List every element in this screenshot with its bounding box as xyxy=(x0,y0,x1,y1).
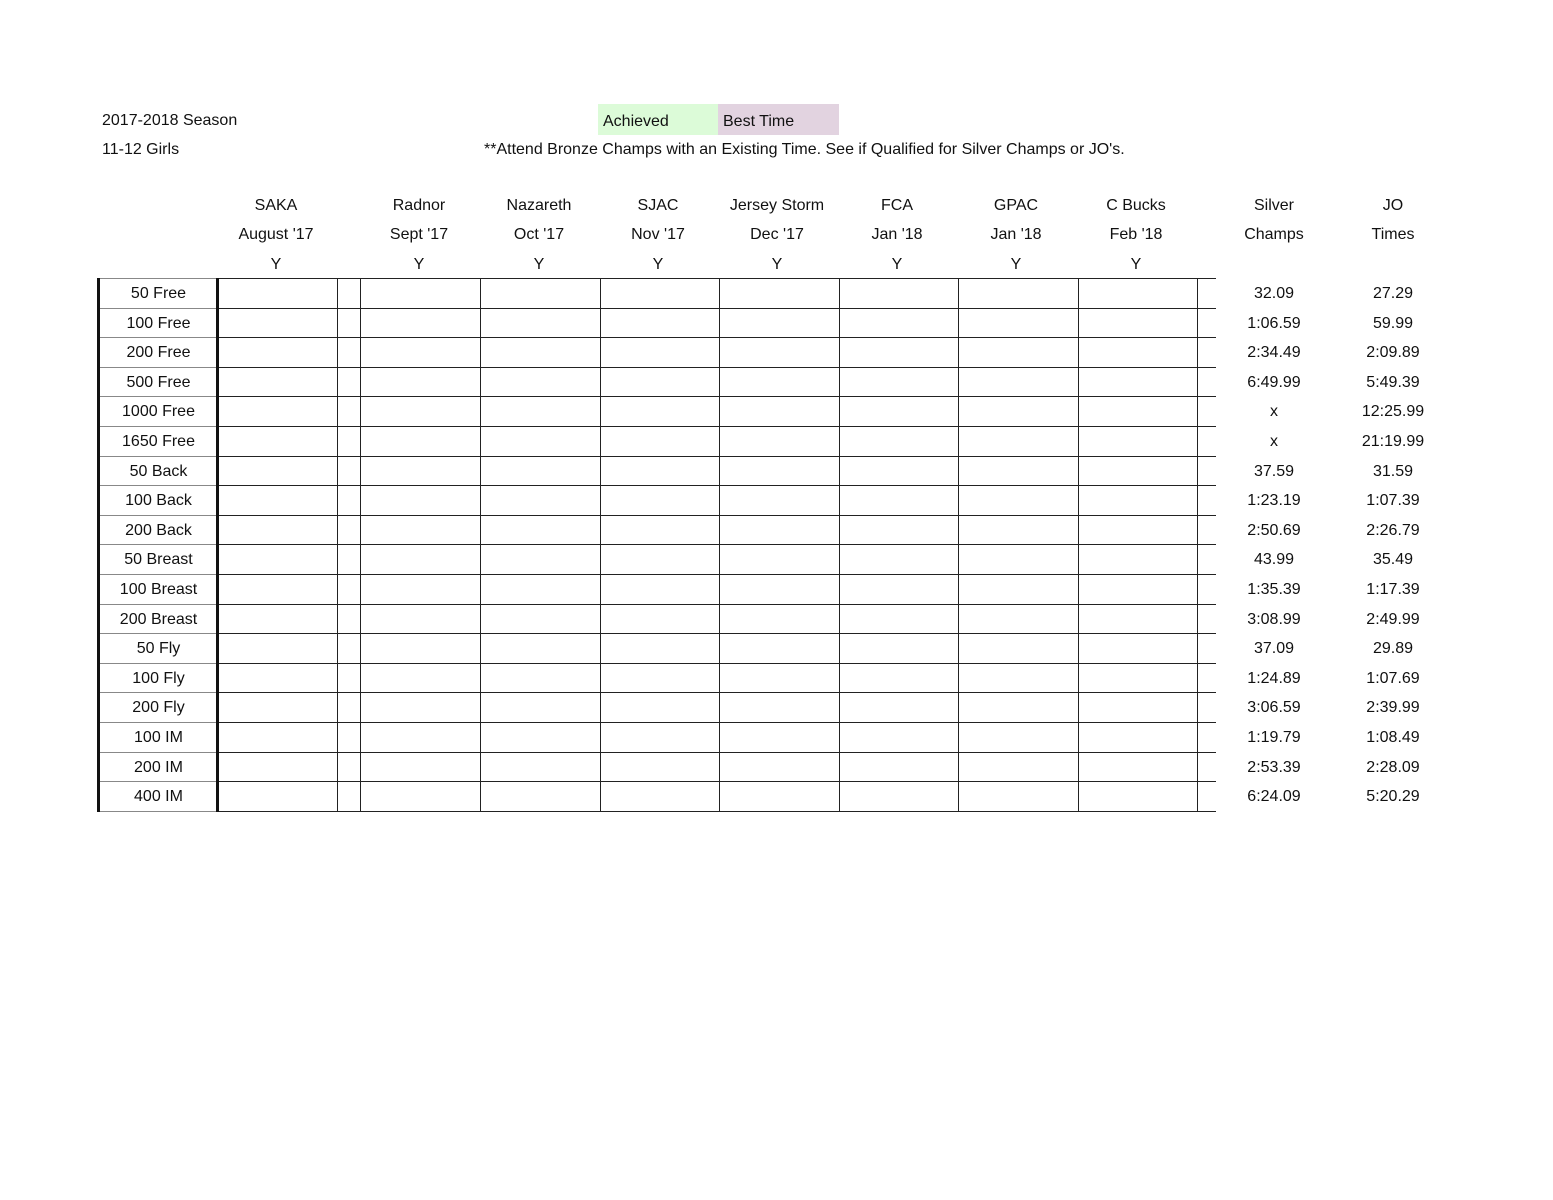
silver-champs-time: 1:24.89 xyxy=(1247,669,1301,687)
time-entry-cell[interactable] xyxy=(219,723,337,752)
time-entry-cell[interactable] xyxy=(338,486,360,515)
silver-champs-time: 1:23.19 xyxy=(1247,492,1301,510)
time-entry-cell[interactable] xyxy=(338,279,360,308)
time-entry-cell[interactable] xyxy=(840,753,958,782)
silver-champs-time: x xyxy=(1270,433,1278,450)
time-entry-cell[interactable] xyxy=(720,427,839,456)
jo-time: 1:17.39 xyxy=(1366,581,1420,598)
time-entry-cell[interactable] xyxy=(338,545,360,574)
meet-flag: Y xyxy=(270,256,282,273)
time-entry-cell[interactable] xyxy=(840,634,958,663)
meet-date: Jan '18 xyxy=(871,226,923,243)
meet-name: Radnor xyxy=(392,197,446,214)
time-entry-cell[interactable] xyxy=(481,309,600,338)
time-entry-cell[interactable] xyxy=(1079,664,1197,693)
time-entry-cell[interactable] xyxy=(720,753,839,782)
time-entry-cell[interactable] xyxy=(361,309,480,338)
time-entry-cell[interactable] xyxy=(959,309,1078,338)
event-name: 1650 Free xyxy=(122,433,195,450)
time-entry-cell[interactable] xyxy=(219,575,337,604)
time-entry-cell[interactable] xyxy=(1079,397,1197,426)
time-entry-cell[interactable] xyxy=(840,575,958,604)
time-entry-cell[interactable] xyxy=(1079,753,1197,782)
time-entry-cell[interactable] xyxy=(840,368,958,397)
time-entry-cell[interactable] xyxy=(601,486,719,515)
event-name: 100 Fly xyxy=(132,669,185,687)
time-entry-cell[interactable] xyxy=(601,279,719,308)
time-entry-cell[interactable] xyxy=(1079,486,1197,515)
jo-time: 1:08.49 xyxy=(1366,729,1420,746)
meet-flag: Y xyxy=(1130,256,1142,273)
time-entry-cell[interactable] xyxy=(481,516,600,545)
time-entry-cell[interactable] xyxy=(219,753,337,782)
time-entry-cell[interactable] xyxy=(601,457,719,486)
time-entry-cell[interactable] xyxy=(601,634,719,663)
time-entry-cell[interactable] xyxy=(840,723,958,752)
event-name: 50 Back xyxy=(129,462,188,480)
jo-time: 35.49 xyxy=(1372,551,1414,569)
jo-time: 5:49.39 xyxy=(1366,373,1420,391)
time-entry-cell[interactable] xyxy=(959,664,1078,693)
meet-name: SAKA xyxy=(254,197,298,214)
time-entry-cell[interactable] xyxy=(481,782,600,811)
silver-champs-time: 1:35.39 xyxy=(1247,581,1301,598)
meet-date: Sept '17 xyxy=(389,226,449,243)
time-entry-cell[interactable] xyxy=(720,309,839,338)
time-entry-cell[interactable] xyxy=(1079,338,1197,367)
time-entry-cell[interactable] xyxy=(1079,723,1197,752)
time-entry-cell[interactable] xyxy=(481,605,600,634)
time-entry-cell[interactable] xyxy=(338,723,360,752)
time-entry-cell[interactable] xyxy=(361,486,480,515)
standard-header-line2: Champs xyxy=(1244,226,1304,243)
event-name: 200 Breast xyxy=(119,610,198,628)
event-name: 200 IM xyxy=(134,758,183,776)
time-entry-cell[interactable] xyxy=(219,397,337,426)
silver-champs-time: 2:34.49 xyxy=(1247,344,1301,362)
event-name: 100 Breast xyxy=(119,581,198,598)
time-entry-cell[interactable] xyxy=(361,516,480,545)
time-entry-cell[interactable] xyxy=(481,634,600,663)
time-entry-cell[interactable] xyxy=(840,545,958,574)
time-entry-cell[interactable] xyxy=(481,693,600,722)
time-entry-cell[interactable] xyxy=(338,575,360,604)
time-entry-cell[interactable] xyxy=(361,427,480,456)
time-entry-cell[interactable] xyxy=(720,368,839,397)
legend-best-time xyxy=(718,104,839,135)
time-entry-cell[interactable] xyxy=(219,516,337,545)
time-entry-cell[interactable] xyxy=(361,575,480,604)
time-entry-cell[interactable] xyxy=(481,368,600,397)
event-name: 100 Back xyxy=(125,492,192,510)
time-entry-cell[interactable] xyxy=(959,397,1078,426)
time-entry-cell[interactable] xyxy=(720,693,839,722)
time-entry-cell[interactable] xyxy=(601,397,719,426)
time-entry-cell[interactable] xyxy=(1079,605,1197,634)
time-entry-cell[interactable] xyxy=(840,309,958,338)
jo-time: 12:25.99 xyxy=(1361,403,1425,421)
time-entry-cell[interactable] xyxy=(959,605,1078,634)
time-entry-cell[interactable] xyxy=(219,693,337,722)
jo-time: 2:49.99 xyxy=(1366,610,1420,628)
meet-flag: Y xyxy=(1010,256,1022,273)
time-entry-cell[interactable] xyxy=(601,545,719,574)
time-entry-cell[interactable] xyxy=(720,545,839,574)
instruction-note: **Attend Bronze Champs with an Existing Time. See if Qualified for Silver Champs or JO's. xyxy=(484,141,1125,158)
silver-champs-time: x xyxy=(1270,403,1278,421)
time-entry-cell[interactable] xyxy=(338,634,360,663)
time-entry-cell[interactable] xyxy=(601,338,719,367)
time-entry-cell[interactable] xyxy=(720,516,839,545)
time-entry-cell[interactable] xyxy=(361,545,480,574)
jo-time: 2:26.79 xyxy=(1366,521,1420,539)
time-entry-cell[interactable] xyxy=(959,575,1078,604)
time-entry-cell[interactable] xyxy=(959,427,1078,456)
event-name: 50 Free xyxy=(130,285,187,302)
time-entry-cell[interactable] xyxy=(361,279,480,308)
grid-col-line xyxy=(1197,278,1198,811)
event-name: 200 Free xyxy=(126,344,191,362)
time-entry-cell[interactable] xyxy=(1079,309,1197,338)
time-entry-cell[interactable] xyxy=(481,664,600,693)
event-name: 500 Free xyxy=(126,373,191,391)
time-entry-cell[interactable] xyxy=(840,279,958,308)
time-entry-cell[interactable] xyxy=(959,753,1078,782)
silver-champs-time: 43.99 xyxy=(1253,551,1295,569)
time-entry-cell[interactable] xyxy=(959,723,1078,752)
meet-name: Nazareth xyxy=(506,197,572,214)
time-entry-cell[interactable] xyxy=(959,516,1078,545)
time-entry-cell[interactable] xyxy=(840,693,958,722)
meet-name: Jersey Storm xyxy=(729,197,825,214)
time-entry-cell[interactable] xyxy=(361,664,480,693)
silver-champs-time: 32.09 xyxy=(1253,285,1295,302)
time-entry-cell[interactable] xyxy=(481,545,600,574)
time-entry-cell[interactable] xyxy=(219,545,337,574)
jo-time: 5:20.29 xyxy=(1366,788,1420,806)
time-entry-cell[interactable] xyxy=(219,605,337,634)
time-entry-cell[interactable] xyxy=(720,575,839,604)
time-entry-cell[interactable] xyxy=(338,368,360,397)
time-entry-cell[interactable] xyxy=(601,664,719,693)
time-entry-cell[interactable] xyxy=(361,457,480,486)
time-entry-cell[interactable] xyxy=(361,368,480,397)
event-name: 400 IM xyxy=(134,788,183,806)
silver-champs-time: 37.59 xyxy=(1253,462,1295,480)
time-entry-cell[interactable] xyxy=(219,309,337,338)
event-name: 200 Fly xyxy=(132,699,185,717)
time-entry-cell[interactable] xyxy=(338,693,360,722)
time-entry-cell[interactable] xyxy=(338,427,360,456)
time-entry-cell[interactable] xyxy=(720,634,839,663)
jo-time: 29.89 xyxy=(1372,640,1414,658)
silver-champs-time: 1:19.79 xyxy=(1247,729,1301,746)
jo-time: 2:09.89 xyxy=(1366,344,1420,362)
time-entry-cell[interactable] xyxy=(840,605,958,634)
time-entry-cell[interactable] xyxy=(959,782,1078,811)
time-entry-cell[interactable] xyxy=(601,427,719,456)
time-entry-cell[interactable] xyxy=(601,309,719,338)
time-entry-cell[interactable] xyxy=(959,486,1078,515)
legend-best-time-label: Best Time xyxy=(723,113,795,130)
jo-time: 1:07.39 xyxy=(1366,492,1420,510)
time-entry-cell[interactable] xyxy=(959,457,1078,486)
time-entry-cell[interactable] xyxy=(720,338,839,367)
time-entry-cell[interactable] xyxy=(840,427,958,456)
time-entry-cell[interactable] xyxy=(219,279,337,308)
jo-time: 31.59 xyxy=(1372,462,1414,480)
time-entry-cell[interactable] xyxy=(720,605,839,634)
meet-flag: Y xyxy=(771,256,783,273)
time-entry-cell[interactable] xyxy=(840,486,958,515)
meet-flag: Y xyxy=(533,256,545,273)
silver-champs-time: 2:50.69 xyxy=(1247,521,1301,539)
time-entry-cell[interactable] xyxy=(1079,457,1197,486)
time-entry-cell[interactable] xyxy=(959,634,1078,663)
time-entry-cell[interactable] xyxy=(219,634,337,663)
meet-date: August '17 xyxy=(238,226,314,243)
jo-time: 21:19.99 xyxy=(1361,433,1425,450)
time-entry-cell[interactable] xyxy=(219,486,337,515)
jo-time: 1:07.69 xyxy=(1366,669,1420,687)
time-entry-cell[interactable] xyxy=(1079,782,1197,811)
meet-date: Oct '17 xyxy=(513,226,565,243)
time-entry-cell[interactable] xyxy=(601,723,719,752)
time-entry-cell[interactable] xyxy=(361,782,480,811)
time-entry-cell[interactable] xyxy=(601,575,719,604)
time-entry-cell[interactable] xyxy=(840,338,958,367)
time-entry-cell[interactable] xyxy=(601,782,719,811)
time-entry-cell[interactable] xyxy=(1079,634,1197,663)
time-entry-cell[interactable] xyxy=(601,516,719,545)
time-entry-cell[interactable] xyxy=(338,782,360,811)
time-entry-cell[interactable] xyxy=(361,397,480,426)
time-entry-cell[interactable] xyxy=(361,634,480,663)
time-entry-cell[interactable] xyxy=(361,723,480,752)
time-entry-cell[interactable] xyxy=(338,457,360,486)
standard-header-line2: Times xyxy=(1371,226,1415,243)
time-entry-cell[interactable] xyxy=(601,693,719,722)
time-entry-cell[interactable] xyxy=(840,664,958,693)
time-entry-cell[interactable] xyxy=(720,723,839,752)
event-name: 100 Free xyxy=(126,314,191,332)
event-name: 50 Breast xyxy=(124,551,193,569)
time-entry-cell[interactable] xyxy=(840,457,958,486)
grid-row-line xyxy=(217,811,1216,812)
time-entry-cell[interactable] xyxy=(361,753,480,782)
event-name: 1000 Free xyxy=(122,403,195,421)
legend-achieved-label: Achieved xyxy=(603,113,669,130)
time-entry-cell[interactable] xyxy=(481,427,600,456)
time-entry-cell[interactable] xyxy=(720,664,839,693)
jo-time: 2:28.09 xyxy=(1366,758,1420,776)
time-entry-cell[interactable] xyxy=(361,338,480,367)
time-entry-cell[interactable] xyxy=(720,486,839,515)
time-entry-cell[interactable] xyxy=(959,693,1078,722)
event-name: 100 IM xyxy=(134,729,183,746)
time-entry-cell[interactable] xyxy=(338,516,360,545)
time-entry-cell[interactable] xyxy=(1079,368,1197,397)
time-entry-cell[interactable] xyxy=(481,575,600,604)
time-entry-cell[interactable] xyxy=(219,427,337,456)
meet-flag: Y xyxy=(891,256,903,273)
time-entry-cell[interactable] xyxy=(338,753,360,782)
meet-name: C Bucks xyxy=(1106,197,1166,214)
time-entry-cell[interactable] xyxy=(601,605,719,634)
jo-time: 59.99 xyxy=(1372,314,1414,332)
time-entry-cell[interactable] xyxy=(361,693,480,722)
time-entry-cell[interactable] xyxy=(1079,545,1197,574)
time-entry-cell[interactable] xyxy=(601,368,719,397)
time-entry-cell[interactable] xyxy=(338,397,360,426)
time-entry-cell[interactable] xyxy=(601,753,719,782)
silver-champs-time: 37.09 xyxy=(1253,640,1295,658)
time-entry-cell[interactable] xyxy=(1079,427,1197,456)
event-name: 200 Back xyxy=(125,521,192,539)
silver-champs-time: 2:53.39 xyxy=(1247,758,1301,776)
time-entry-cell[interactable] xyxy=(219,457,337,486)
meet-name: GPAC xyxy=(993,197,1039,214)
time-entry-cell[interactable] xyxy=(840,397,958,426)
season-title: 2017-2018 Season xyxy=(102,112,238,129)
meet-date: Dec '17 xyxy=(750,226,804,243)
time-entry-cell[interactable] xyxy=(338,338,360,367)
standard-header-line1: Silver xyxy=(1253,197,1294,214)
time-entry-cell[interactable] xyxy=(720,397,839,426)
time-entry-cell[interactable] xyxy=(840,782,958,811)
silver-champs-time: 3:06.59 xyxy=(1247,699,1301,717)
time-entry-cell[interactable] xyxy=(481,457,600,486)
time-entry-cell[interactable] xyxy=(840,516,958,545)
time-entry-cell[interactable] xyxy=(481,753,600,782)
time-entry-cell[interactable] xyxy=(481,486,600,515)
time-entry-cell[interactable] xyxy=(481,397,600,426)
time-entry-cell[interactable] xyxy=(481,338,600,367)
time-entry-cell[interactable] xyxy=(219,368,337,397)
jo-time: 27.29 xyxy=(1372,285,1414,302)
time-entry-cell[interactable] xyxy=(481,279,600,308)
event-name: 50 Fly xyxy=(136,640,181,658)
time-entry-cell[interactable] xyxy=(1079,516,1197,545)
silver-champs-time: 1:06.59 xyxy=(1247,314,1301,332)
meet-date: Jan '18 xyxy=(990,226,1042,243)
meet-name: SJAC xyxy=(637,197,679,214)
meet-date: Nov '17 xyxy=(631,226,685,243)
time-entry-cell[interactable] xyxy=(959,338,1078,367)
time-entry-cell[interactable] xyxy=(338,309,360,338)
time-entry-cell[interactable] xyxy=(720,457,839,486)
time-entry-cell[interactable] xyxy=(1079,575,1197,604)
time-entry-cell[interactable] xyxy=(720,782,839,811)
meet-name: FCA xyxy=(881,197,913,214)
time-entry-cell[interactable] xyxy=(481,723,600,752)
time-entry-cell[interactable] xyxy=(1079,693,1197,722)
time-entry-cell[interactable] xyxy=(219,338,337,367)
silver-champs-time: 6:24.09 xyxy=(1247,788,1301,806)
time-entry-cell[interactable] xyxy=(959,279,1078,308)
time-entry-cell[interactable] xyxy=(219,664,337,693)
silver-champs-time: 6:49.99 xyxy=(1247,373,1301,391)
meet-flag: Y xyxy=(413,256,425,273)
time-entry-cell[interactable] xyxy=(959,368,1078,397)
legend-achieved xyxy=(598,104,718,135)
time-entry-cell[interactable] xyxy=(338,605,360,634)
time-entry-cell[interactable] xyxy=(361,605,480,634)
group-title: 11-12 Girls xyxy=(102,141,180,158)
time-entry-cell[interactable] xyxy=(1079,279,1197,308)
time-entry-cell[interactable] xyxy=(959,545,1078,574)
jo-time: 2:39.99 xyxy=(1366,699,1420,717)
meet-date: Feb '18 xyxy=(1109,226,1163,243)
standard-header-line1: JO xyxy=(1382,197,1404,214)
time-entry-cell[interactable] xyxy=(720,279,839,308)
time-entry-cell[interactable] xyxy=(338,664,360,693)
silver-champs-time: 3:08.99 xyxy=(1247,610,1301,628)
time-entry-cell[interactable] xyxy=(219,782,337,811)
meet-flag: Y xyxy=(652,256,664,273)
